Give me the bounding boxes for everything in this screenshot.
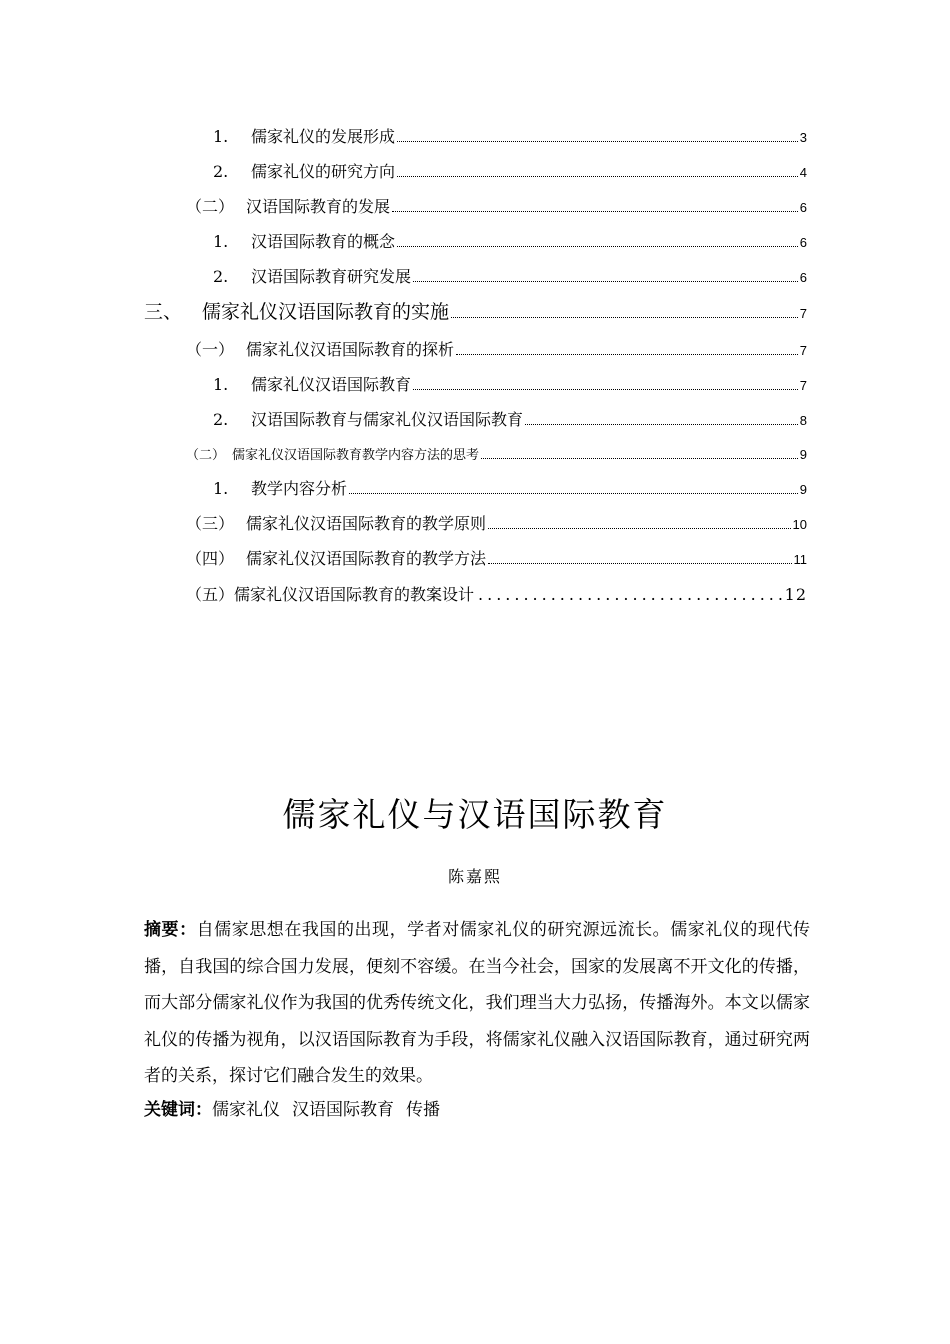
toc-entry-number: （五） — [186, 585, 235, 604]
toc-entry[interactable] — [213, 374, 807, 397]
toc-entry-page: 11 — [793, 552, 807, 567]
toc-entry[interactable] — [186, 196, 807, 219]
toc-entry-page: 8 — [799, 413, 807, 428]
toc-entry[interactable] — [144, 301, 807, 325]
toc-entry-title: 儒家礼仪的发展形成 — [251, 127, 396, 146]
abstract-paragraph — [144, 912, 810, 1095]
toc-leader-dots — [349, 493, 798, 494]
toc-entry-title: 儒家礼仪的研究方向 — [251, 162, 396, 181]
toc-leader-dots — [488, 528, 791, 529]
toc-entry-number: （二） — [186, 197, 235, 216]
toc-leader-dots — [488, 563, 791, 564]
toc-entry[interactable] — [213, 266, 807, 289]
toc-entry[interactable] — [186, 444, 807, 467]
toc-entry-title: 儒家礼仪汉语国际教育的实施 — [202, 301, 450, 323]
toc-leader-dots — [397, 176, 798, 177]
keyword: 传播 — [406, 1100, 440, 1120]
abstract-label: 摘要： — [144, 920, 197, 940]
toc-entry-page: 9 — [799, 447, 807, 462]
toc-entry-number: 2. — [213, 162, 229, 181]
toc-entry-page: 10 — [792, 517, 807, 532]
toc-entry-title: 儒家礼仪汉语国际教育的教案设计 — [234, 585, 475, 604]
toc-leader-dots — [481, 458, 798, 459]
toc-entry-page: 6 — [799, 200, 807, 215]
toc-entry-page: 4 — [799, 165, 807, 180]
toc-entry-title: 儒家礼仪汉语国际教育的探析 — [246, 340, 455, 359]
toc-entry-number: 1. — [213, 232, 229, 251]
toc-entry[interactable] — [186, 513, 807, 536]
keyword: 儒家礼仪 — [212, 1100, 280, 1120]
toc-leader-dots — [525, 424, 798, 425]
toc-entry-title: 儒家礼仪汉语国际教育的教学方法 — [246, 549, 487, 568]
toc-leader-dots — [397, 141, 798, 142]
toc-entry[interactable] — [213, 126, 807, 149]
toc-leader-dots — [413, 281, 798, 282]
toc-entry-page: 7 — [799, 378, 807, 393]
toc-entry-title: 教学内容分析 — [251, 479, 348, 498]
toc-entry-number: 1. — [213, 479, 229, 498]
toc-entry-page: 12 — [784, 585, 807, 604]
toc-entry-title: 汉语国际教育与儒家礼仪汉语国际教育 — [251, 410, 524, 429]
toc-entry-title: 儒家礼仪汉语国际教育的教学原则 — [246, 514, 487, 533]
toc-entry[interactable] — [213, 161, 807, 184]
toc-entry[interactable] — [213, 231, 807, 254]
toc-leader-dots — [413, 389, 798, 390]
toc-entry-number: （一） — [186, 340, 235, 359]
toc-leader-dots — [478, 584, 785, 606]
keywords-label: 关键词： — [144, 1100, 212, 1120]
toc-entry-title: 汉语国际教育的发展 — [246, 197, 391, 216]
toc-entry-number: （三） — [186, 514, 235, 533]
abstract-text: 自儒家思想在我国的出现，学者对儒家礼仪的研究源远流长。儒家礼仪的现代传播，自我国的综合国力发展，便刻不容缓。在当今社会，国家的发展离不开文化的传播，而大部分儒家礼仪作为我国的优秀传统文化，我们理当大力弘扬，传播海外。本文以儒家礼仪的传播为视角，以汉语国际教育为手段，将儒家礼仪融入汉语国际教育，通过研究两者的关系，探讨它们融合发生的效果。 — [144, 920, 811, 1086]
toc-entry[interactable] — [186, 584, 807, 606]
keyword: 汉语国际教育 — [292, 1100, 394, 1120]
toc-leader-dots — [451, 317, 798, 318]
toc-entry-number: 三、 — [144, 301, 183, 323]
toc-entry[interactable] — [186, 548, 807, 571]
toc-entry[interactable] — [213, 409, 807, 432]
toc-entry[interactable] — [213, 478, 807, 501]
toc-entry-number: （四） — [186, 549, 235, 568]
toc-entry-page: 9 — [799, 482, 807, 497]
paper-author: 陈嘉熙 — [447, 867, 502, 886]
toc-entry-title: 汉语国际教育研究发展 — [251, 267, 412, 286]
toc-entry-page: 3 — [799, 130, 807, 145]
toc-entry-title: 儒家礼仪汉语国际教育 — [251, 375, 412, 394]
toc-leader-dots — [392, 211, 798, 212]
toc-entry-number: 1. — [213, 375, 229, 394]
toc-entry-number: 2. — [213, 410, 229, 429]
toc-entry-number: 1. — [213, 127, 229, 146]
toc-entry-number: 2. — [213, 267, 229, 286]
toc-entry-number: （二） — [186, 448, 226, 463]
toc-entry-page: 6 — [799, 235, 807, 250]
toc-entry-page: 6 — [799, 270, 807, 285]
keywords-line — [144, 1098, 452, 1122]
toc-leader-dots — [456, 354, 798, 355]
toc-entry[interactable] — [186, 339, 807, 362]
toc-leader-dots — [397, 246, 798, 247]
toc-entry-title: 儒家礼仪汉语国际教育教学内容方法的思考 — [232, 448, 480, 463]
paper-title: 儒家礼仪与汉语国际教育 — [282, 795, 668, 834]
toc-entry-page: 7 — [799, 343, 807, 358]
toc-entry-title: 汉语国际教育的概念 — [251, 232, 396, 251]
toc-entry-page: 7 — [799, 306, 807, 321]
